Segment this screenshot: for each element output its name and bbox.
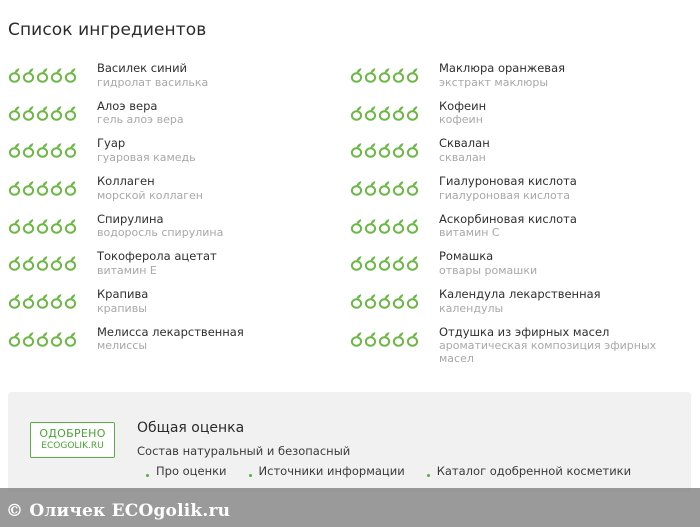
leaf-icon xyxy=(406,105,419,121)
ingredient-source: водоросль спирулина xyxy=(97,226,224,240)
ingredient-item[interactable] xyxy=(8,326,348,364)
leaf-icon xyxy=(350,293,363,309)
leaf-icon xyxy=(50,180,63,196)
ingredient-source: сквалан xyxy=(439,150,486,164)
leaf-icon xyxy=(392,67,405,83)
watermark-text: © Оличек ECOgolik.ru xyxy=(6,501,231,521)
rating-leaves xyxy=(8,142,77,158)
ingredient-source: витамин C xyxy=(439,226,500,240)
leaf-icon xyxy=(50,331,63,347)
ingredient-name[interactable]: Кофеин xyxy=(439,98,487,113)
leaf-icon xyxy=(36,180,49,196)
ingredient-source: гуаровая камедь xyxy=(97,150,196,164)
leaf-icon xyxy=(378,255,391,271)
rating-leaves xyxy=(8,293,77,309)
leaf-icon xyxy=(364,67,377,83)
ingredient-item[interactable] xyxy=(8,213,348,251)
ingredient-item[interactable] xyxy=(350,213,690,251)
leaf-icon xyxy=(8,180,21,196)
leaf-icon xyxy=(64,180,77,196)
leaf-icon xyxy=(64,218,77,234)
leaf-icon xyxy=(22,180,35,196)
rating-leaves xyxy=(350,255,419,271)
ingredient-name[interactable]: Отдушка из эфирных масел xyxy=(439,324,610,339)
summary-title: Общая оценка xyxy=(137,420,245,436)
ingredient-source: морской коллаген xyxy=(97,188,203,202)
leaf-icon xyxy=(22,331,35,347)
leaf-icon xyxy=(378,105,391,121)
ingredient-source: ароматическая композиция эфирных масел xyxy=(439,339,657,366)
ingredient-source: мелиссы xyxy=(97,339,148,353)
ingredient-item[interactable] xyxy=(8,288,348,326)
leaf-icon xyxy=(36,142,49,158)
leaf-icon xyxy=(392,255,405,271)
badge-top-text: ОДОБРЕНО xyxy=(39,427,106,440)
ingredients-column-left xyxy=(8,62,348,364)
rating-leaves xyxy=(350,218,419,234)
rating-leaves xyxy=(350,105,419,121)
leaf-icon xyxy=(350,255,363,271)
rating-leaves xyxy=(350,293,419,309)
leaf-icon xyxy=(406,331,419,347)
ingredient-item[interactable] xyxy=(350,100,690,138)
leaf-icon xyxy=(50,105,63,121)
ingredient-name[interactable]: Гиалуроновая кислота xyxy=(439,174,577,189)
link-about-ratings[interactable]: Про оценки xyxy=(146,464,227,478)
ingredient-name[interactable]: Календула лекарственная xyxy=(439,287,601,302)
summary-panel xyxy=(8,392,691,492)
ingredient-source: гидролат василька xyxy=(97,75,209,89)
ingredient-source: календулы xyxy=(439,301,504,315)
leaf-icon xyxy=(8,67,21,83)
rating-leaves xyxy=(350,67,419,83)
summary-links xyxy=(146,464,653,478)
leaf-icon xyxy=(392,293,405,309)
leaf-icon xyxy=(22,293,35,309)
rating-leaves xyxy=(8,255,77,271)
ingredient-item[interactable] xyxy=(350,326,690,364)
ingredient-name[interactable]: Коллаген xyxy=(97,174,155,189)
leaf-icon xyxy=(8,293,21,309)
leaf-icon xyxy=(50,218,63,234)
ingredient-item[interactable] xyxy=(350,137,690,175)
leaf-icon xyxy=(350,142,363,158)
leaf-icon xyxy=(22,218,35,234)
leaf-icon xyxy=(350,105,363,121)
leaf-icon xyxy=(50,142,63,158)
badge-bottom-text: ECOGOLIK.RU xyxy=(41,441,104,451)
leaf-icon xyxy=(364,218,377,234)
link-approved-catalog[interactable]: Каталог одобренной косметики xyxy=(427,464,631,478)
ingredient-name[interactable]: Спирулина xyxy=(97,211,164,226)
watermark-bar xyxy=(0,488,700,527)
leaf-icon xyxy=(8,331,21,347)
leaf-icon xyxy=(36,218,49,234)
leaf-icon xyxy=(406,180,419,196)
leaf-icon xyxy=(64,142,77,158)
leaf-icon xyxy=(406,255,419,271)
ingredient-source: экстракт маклюры xyxy=(439,75,549,89)
ingredient-name[interactable]: Маклюра оранжевая xyxy=(439,61,566,75)
leaf-icon xyxy=(350,218,363,234)
ingredient-name[interactable]: Ромашка xyxy=(439,249,494,264)
ingredient-name[interactable]: Алоэ вера xyxy=(97,98,158,113)
ingredient-item[interactable] xyxy=(8,175,348,213)
ingredient-source: гиалуроновая кислота xyxy=(439,188,570,202)
ingredient-name[interactable]: Токоферола ацетат xyxy=(97,249,217,264)
leaf-icon xyxy=(406,67,419,83)
leaf-icon xyxy=(392,142,405,158)
ingredient-item[interactable] xyxy=(8,250,348,288)
rating-leaves xyxy=(8,331,77,347)
approved-badge xyxy=(30,422,115,458)
ingredient-name[interactable]: Гуар xyxy=(97,136,126,151)
link-info-sources[interactable]: Источники информации xyxy=(249,464,405,478)
leaf-icon xyxy=(392,218,405,234)
leaf-icon xyxy=(350,180,363,196)
page-title: Список ингредиентов xyxy=(8,20,207,40)
leaf-icon xyxy=(378,67,391,83)
leaf-icon xyxy=(392,180,405,196)
leaf-icon xyxy=(364,293,377,309)
leaf-icon xyxy=(392,105,405,121)
leaf-icon xyxy=(406,218,419,234)
leaf-icon xyxy=(378,180,391,196)
rating-leaves xyxy=(350,331,419,347)
leaf-icon xyxy=(22,142,35,158)
leaf-icon xyxy=(22,67,35,83)
leaf-icon xyxy=(364,142,377,158)
leaf-icon xyxy=(406,293,419,309)
rating-leaves xyxy=(8,67,77,83)
leaf-icon xyxy=(406,142,419,158)
leaf-icon xyxy=(8,142,21,158)
leaf-icon xyxy=(364,255,377,271)
summary-description: Состав натуральный и безопасный xyxy=(137,444,351,458)
leaf-icon xyxy=(64,67,77,83)
ingredient-item[interactable] xyxy=(8,62,348,100)
ingredient-source: кофеин xyxy=(439,113,483,127)
leaf-icon xyxy=(22,255,35,271)
ingredient-item[interactable] xyxy=(350,175,690,213)
leaf-icon xyxy=(36,67,49,83)
leaf-icon xyxy=(378,142,391,158)
leaf-icon xyxy=(64,105,77,121)
rating-leaves xyxy=(350,142,419,158)
leaf-icon xyxy=(364,180,377,196)
leaf-icon xyxy=(8,105,21,121)
leaf-icon xyxy=(378,218,391,234)
leaf-icon xyxy=(50,293,63,309)
leaf-icon xyxy=(22,105,35,121)
leaf-icon xyxy=(350,331,363,347)
leaf-icon xyxy=(50,255,63,271)
ingredient-name[interactable]: Аскорбиновая кислота xyxy=(439,211,577,226)
leaf-icon xyxy=(36,105,49,121)
ingredient-item[interactable] xyxy=(350,250,690,288)
ingredient-source: отвары ромашки xyxy=(439,263,538,277)
ingredient-source: гель алоэ вера xyxy=(97,113,184,127)
ingredient-name[interactable]: Сквалан xyxy=(439,136,490,151)
ingredient-source: витамин E xyxy=(97,263,157,277)
leaf-icon xyxy=(364,105,377,121)
ingredient-name[interactable]: Крапива xyxy=(97,287,149,302)
rating-leaves xyxy=(8,180,77,196)
leaf-icon xyxy=(64,255,77,271)
leaf-icon xyxy=(36,331,49,347)
ingredient-item[interactable] xyxy=(8,137,348,175)
leaf-icon xyxy=(64,293,77,309)
ingredient-item[interactable] xyxy=(8,100,348,138)
leaf-icon xyxy=(392,331,405,347)
leaf-icon xyxy=(378,331,391,347)
ingredient-item[interactable] xyxy=(350,288,690,326)
ingredient-name[interactable]: Мелисса лекарственная xyxy=(97,324,244,339)
ingredients-column-right xyxy=(350,62,690,364)
leaf-icon xyxy=(8,218,21,234)
leaf-icon xyxy=(8,255,21,271)
leaf-icon xyxy=(64,331,77,347)
leaf-icon xyxy=(36,255,49,271)
rating-leaves xyxy=(350,180,419,196)
leaf-icon xyxy=(350,67,363,83)
rating-leaves xyxy=(8,218,77,234)
ingredient-item[interactable] xyxy=(350,62,690,100)
ingredient-source: крапивы xyxy=(97,301,147,315)
leaf-icon xyxy=(50,67,63,83)
leaf-icon xyxy=(364,331,377,347)
leaf-icon xyxy=(36,293,49,309)
leaf-icon xyxy=(378,293,391,309)
rating-leaves xyxy=(8,105,77,121)
ingredient-name[interactable]: Василек синий xyxy=(97,61,188,75)
